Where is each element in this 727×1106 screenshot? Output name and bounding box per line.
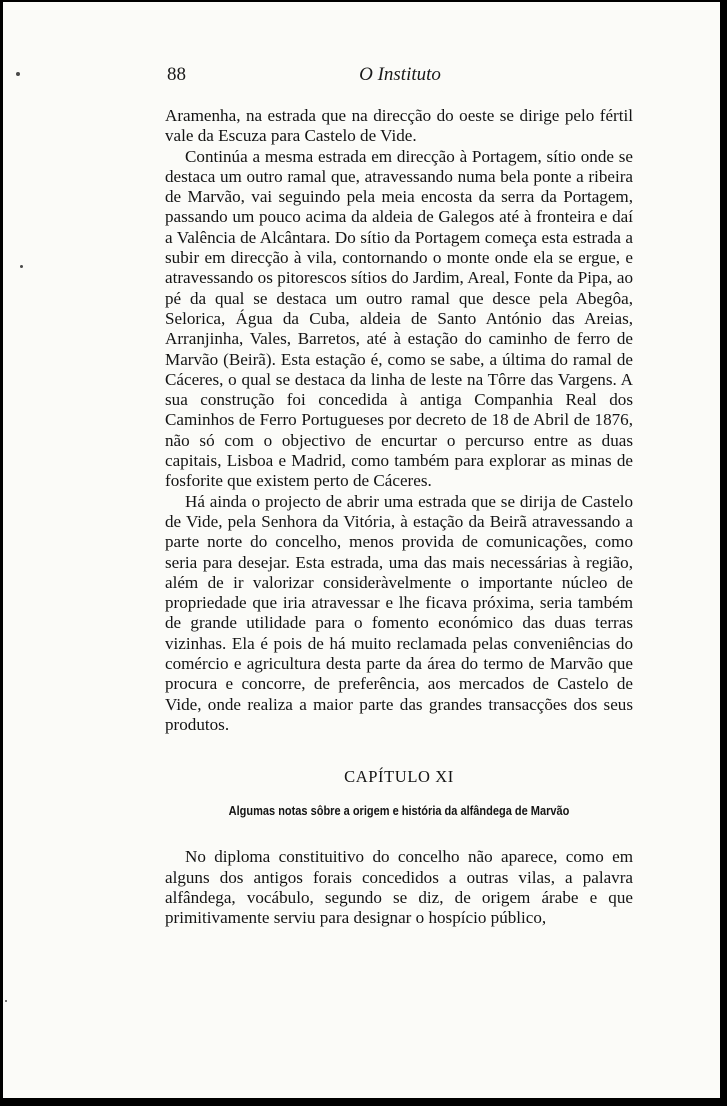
scan-speck xyxy=(16,72,20,76)
paragraph-customs-origin: No diploma constituitivo do concelho não aparece, como em alguns dos antigos forais concedidos a outras vilas, a palavra alfândega, vocábulo, segundo se diz, de origem árabe e que primitivamente serviu para designar o hospício público, xyxy=(165,847,633,928)
section-title: Algumas notas sôbre a origem e história da alfândega de Marvão xyxy=(228,803,570,819)
body-text xyxy=(165,106,633,928)
paragraph-road-project: Há ainda o projecto de abrir uma estrada que se dirija de Castelo de Vide, pela Senhora da Vitória, à estação da Beirã atravessando a parte norte do concelho, menos provida de comunicações, como seria para desejar. Esta estrada, uma das mais necessárias à região, além de ir valorizar consideràvelmente o importante núcleo de propriedade que iria atravessar e lhe ficava próxima, seria também de grande utilidade para o fomento económico das duas terras vizinhas. Ela é pois de há muito reclamada pelas conveniências do comércio e agricultura desta parte da área do termo de Marvão que procura e concorre, de preferência, aos mercados de Castelo de Vide, onde realiza a maior parte das grandes transacções dos seus produtos. xyxy=(165,491,633,734)
paragraph-continuation: Aramenha, na estrada que na direcção do oeste se dirige pelo fértil vale da Escuza para Castelo de Vide. xyxy=(165,106,633,146)
paragraph-portagem-road: Continúa a mesma estrada em direcção à Portagem, sítio onde se destaca um outro ramal que, atravessando numa bela ponte a ribeira de Marvão, vai seguindo pela meia encosta da serra da Portagem, passando um pouco acima da aldeia de Galegos até à fronteira e daí a Valência de Alcântara. Do sítio da Portagem começa esta estrada a subir em direcção à vila, contornando o monte onde ela se ergue, e atravessando os pitorescos sítios do Jardim, Areal, Fonte da Pipa, ao pé da qual se destaca um outro ramal que desce pela Abegôa, Selorica, Água da Cuba, aldeia de Santo António das Areias, Arranjinha, Vales, Barretos, até à estação do caminho de ferro de Marvão (Beirã). Esta estação é, como se sabe, a última do ramal de Cáceres, o qual se destaca da linha de leste na Tôrre das Vargens. A sua construção foi concedida à antiga Companhia Real dos Caminhos de Ferro Portugueses por decreto de 18 de Abril de 1876, não só com o objectivo de encurtar o percurso entre as duas capitais, Lisboa e Madrid, como também para explorar as minas de fosforite que existem perto de Cáceres. xyxy=(165,146,633,491)
scan-speck xyxy=(5,1000,7,1002)
running-head xyxy=(167,64,633,88)
chapter-heading: CAPÍTULO XI xyxy=(344,767,454,787)
journal-title: O Instituto xyxy=(359,64,441,85)
page-number: 88 xyxy=(167,64,186,85)
scan-speck xyxy=(20,265,23,268)
book-page xyxy=(3,2,720,1098)
